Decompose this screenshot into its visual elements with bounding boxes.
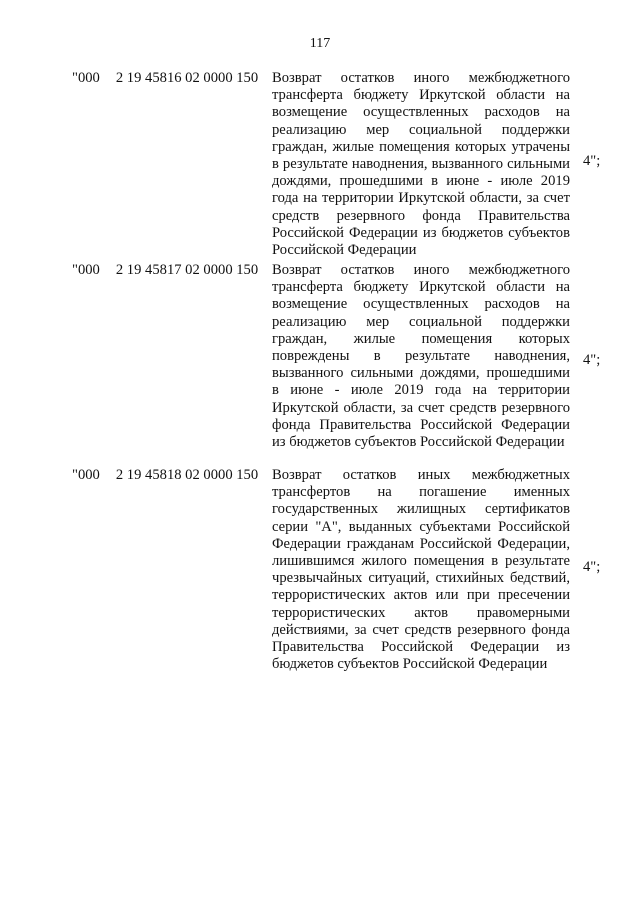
page-number: 117 — [309, 36, 331, 51]
row-amount: 4"; — [583, 559, 601, 575]
kbk-code: 2 19 45817 02 0000 150 — [115, 262, 259, 278]
row-amount: 4"; — [583, 352, 601, 368]
code-prefix: "000 — [72, 467, 100, 483]
row-amount: 4"; — [583, 153, 601, 169]
budget-code — [72, 467, 268, 484]
code-prefix: "000 — [72, 70, 100, 86]
row-description: Возврат остатков иного межбюджетного трансферта бюджету Иркутской области на возмещение осуществленных расходов на реализацию мер социальной поддержки граждан, жилые помещения которых повреждены в результате наводнения, вызванного сильными дождями, прошедшими в июне - июле 2019 года на территории Иркутской области, за счет средств резервного фонда Правительства Российской Федерации из бюджетов субъектов Российской Федерации — [272, 262, 570, 451]
code-prefix: "000 — [72, 262, 100, 278]
budget-code — [72, 262, 268, 279]
budget-code — [72, 70, 268, 87]
row-description: Возврат остатков иных межбюджетных трансфертов на погашение именных государственных жилищных сертификатов серии "А", выданных субъектами Российской Федерации гражданам Российской Федерации, лишившимся жилого помещения в результате чрезвычайных ситуаций, стихийных бедствий, террористических актов или при пресечении террористических актов правомерными действиями, за счет средств резервного фонда Правительства Российской Федерации из бюджетов субъектов Российской Федерации — [272, 467, 570, 673]
kbk-code: 2 19 45818 02 0000 150 — [115, 467, 259, 483]
kbk-code: 2 19 45816 02 0000 150 — [115, 70, 259, 86]
row-description: Возврат остатков иного межбюджетного трансферта бюджету Иркутской области на возмещение осуществленных расходов на реализацию мер социальной поддержки граждан, жилые помещения которых утрачены в результате наводнения, вызванного сильными дождями, прошедшими в июне - июле 2019 года на территории Иркутской области, за счет средств резервного фонда Правительства Российской Федерации из бюджетов субъектов Российской Федерации — [272, 70, 570, 259]
